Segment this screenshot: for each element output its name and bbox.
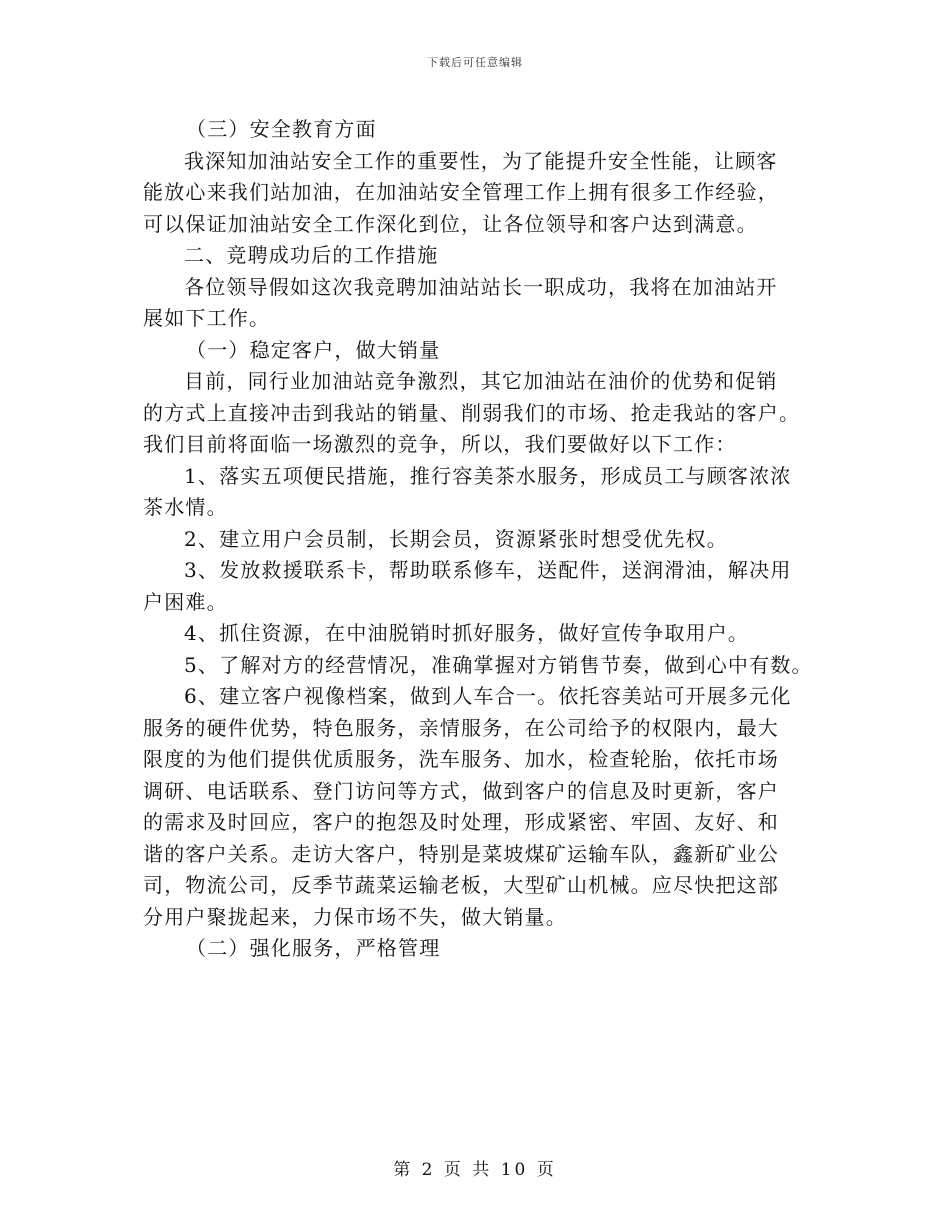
page-number: 第 2 页 共 10 页 [393,1160,557,1180]
paragraph-line: 1、落实五项便民措施，推行容美茶水服务，形成员工与顾客浓浓 [184,463,792,488]
paragraph-line: 2、建立用户会员制，长期会员，资源紧张时想受优先权。 [184,526,728,551]
paragraph-line: 限度的为他们提供优质服务，洗车服务、加水，检查轮胎，依托市场 [143,747,779,771]
page-header-note: 下载后可任意编辑 [427,56,523,69]
paragraph-line: 我们目前将面临一场激烈的竞争，所以，我们要做好以下工作： [143,432,737,456]
paragraph-line: 能放心来我们站加油，在加油站安全管理工作上拥有很多工作经验， [143,180,779,204]
paragraph-line: 目前，同行业加油站竞争激烈，其它加油站在油价的优势和促销 [184,369,778,393]
paragraph-line: 可以保证加油站安全工作深化到位，让各位领导和客户达到满意。 [143,211,758,236]
paragraph-line: 6、建立客户视像档案，做到人车合一。依托容美站可开展多元化 [184,684,792,708]
section-heading-line: （一）稳定客户，做大销量 [186,337,441,362]
paragraph-line: 户困难。 [143,589,228,614]
section-heading-line: （二）强化服务，严格管理 [186,936,441,960]
paragraph-line: 服务的硬件优势，特色服务，亲情服务，在公司给予的权限内，最大 [143,715,779,740]
paragraph-line: 4、抓住资源，在中油脱销时抓好服务，做好宣传争取用户。 [184,621,750,645]
paragraph-line: 的方式上直接冲击到我站的销量、削弱我们的市场、抢走我站的客户。 [143,400,801,425]
paragraph-line: 展如下工作。 [143,306,271,330]
document-body [143,114,823,965]
paragraph-line: 3、发放救援联系卡，帮助联系修车，送配件，送润滑油，解决用 [184,558,792,582]
paragraph-line: 分用户聚拢起来，力保市场不失，做大销量。 [143,904,567,929]
paragraph-line: 调研、电话联系、登门访问等方式，做到客户的信息及时更新，客户 [143,778,779,803]
paragraph-line: 我深知加油站安全工作的重要性，为了能提升安全性能，让顾客 [184,148,778,173]
paragraph-line: 的需求及时回应，客户的抱怨及时处理，形成紧密、牢固、友好、和 [143,810,779,834]
paragraph-line: 各位领导假如这次我竞聘加油站站长一职成功，我将在加油站开 [184,274,778,299]
paragraph-line: 谐的客户关系。走访大客户，特别是菜坡煤矿运输车队，鑫新矿业公 [143,841,779,866]
paragraph-line: 司，物流公司，反季节蔬菜运输老板，大型矿山机械。应尽快把这部 [143,873,779,897]
section-heading-line: （三）安全教育方面 [186,117,377,141]
paragraph-line: 二、竞聘成功后的工作措施 [184,243,439,267]
paragraph-line: 茶水情。 [143,495,228,519]
paragraph-line: 5、了解对方的经营情况，准确掌握对方销售节奏，做到心中有数。 [184,652,813,677]
